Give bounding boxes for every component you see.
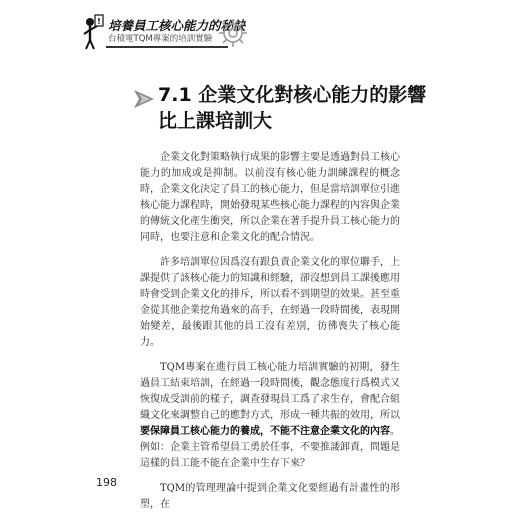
emphasized-text: 要保障員工核心能力的養成，不能不注意企業文化的內容 xyxy=(140,426,390,437)
paragraph-text: TQM專案在進行員工核心能力培訓實驗的初期，發生過員工結束培訓，在經過一段時間後，觀念態度行爲模式又恢復成受訓前的樣子，調查發現員工爲了求生存，會配合組織文化來調整自己的應對方式，形成一種共振的效用，所以 xyxy=(140,362,400,421)
paragraph: 企業文化對策略執行成果的影響主要是透過對員工核心能力的加成或是抑制。以前沒有核心能力訓練課程的概念時，企業文化決定了員工的核心能力，但是當培訓單位引進核心能力課程時，開始發現某些核心能力課程的內容與企業的傳統文化產生衝突，所以企業在著手提升員工核心能力的同時，也要注意和企業文化的配合情況。 xyxy=(140,152,400,243)
running-header xyxy=(82,10,442,54)
page-number: 198 xyxy=(96,476,117,489)
person-holding-sign-icon xyxy=(82,14,104,50)
header-rule xyxy=(106,46,228,48)
body-text xyxy=(140,150,400,522)
section-heading: 7.1 企業文化對核心能力的影響比上課培訓大 xyxy=(158,84,427,132)
header-subtitle: 台積電TQM專案的培訓實驗 xyxy=(108,34,213,44)
paragraph-text: 。例如：企業主管希望員工勇於任事，不要推諉卸責，問題是這樣的員工能不能在企業中生存下來？ xyxy=(140,426,400,469)
svg-text:!: ! xyxy=(97,17,101,26)
section-arrow-icon xyxy=(132,88,156,110)
paragraph: 許多培訓單位因爲沒有跟負責企業文化的單位聯手，上課提供了該核心能力的知識和經驗，卻沒想到員工課後應用時會受到企業文化的排斥，所以看不到期望的效果。甚至重金從其他企業挖角過來的高手，在經過一段時間後，表現開始變差，最後跟其他的員工沒有差別，彷彿喪失了核心能力。 xyxy=(140,257,400,348)
header-title: 培養員工核心能力的秘訣 xyxy=(108,18,246,33)
paragraph xyxy=(140,360,400,472)
paragraph: TQM的管理理論中提到企業文化要經過有計畫性的形塑，在 xyxy=(140,483,400,510)
gear-icon xyxy=(218,18,248,48)
